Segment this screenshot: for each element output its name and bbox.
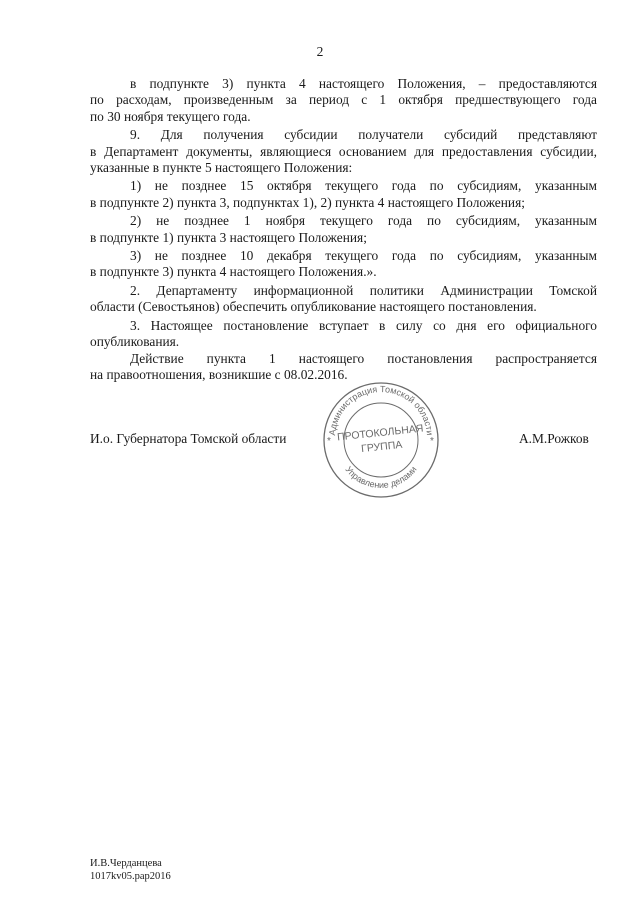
footer-info [90,858,171,883]
text-line: 2) не позднее 1 ноября текущего года по субсидиям, указанным [130,213,597,229]
text-line: в Департамент документы, являющиеся основанием для предоставления субсидии, [90,143,597,159]
signatory-position: И.о. Губернатора Томской области [90,431,287,446]
text-line: 1) не позднее 15 октября текущего года по субсидиям, указанным [130,178,597,194]
text-line: по расходам, произведенным за период с 1 октября предшествующего года [90,92,597,108]
paragraph-subitem-1 [90,178,597,211]
text-line: указанные в пункте 5 настоящего Положения: [90,160,353,176]
stamp-outer-text-top: Администрация Томской области [327,383,435,436]
paragraph-subitem-2 [90,213,597,246]
page-number: 2 [316,44,324,59]
text-line: в подпункте 1) пункта 3 настоящего Положения; [90,229,367,245]
stamp-star-icon: * [327,436,331,447]
paragraph-continuation [90,76,597,125]
text-line: 2. Департаменту информационной политики Администрации Томской [130,282,597,298]
file-code: 1017kv05.pap2016 [90,870,171,882]
paragraph-subitem-3 [90,248,597,281]
text-line: опубликования. [90,334,180,350]
text-line: 9. Для получения субсидии получатели субсидий представляют [130,127,597,143]
stamp-inner-line1: ПРОТОКОЛЬНАЯ [336,422,424,444]
paragraph-item-3 [90,318,597,351]
text-line: Действие пункта 1 настоящего постановления распространяется [130,350,597,366]
text-line: в подпункте 3) пункта 4 настоящего Положения, – предоставляются [130,76,597,91]
text-line: на правоотношения, возникшие с 08.02.2016. [90,366,348,382]
text-line: 3) не позднее 10 декабря текущего года по субсидиям, указанным [130,248,597,264]
text-line: в подпункте 3) пункта 4 настоящего Положения.». [90,264,377,280]
text-line: области (Севостьянов) обеспечить опубликование настоящего постановления. [90,299,537,315]
paragraph-item-2 [90,283,597,316]
stamp-star-icon: * [430,436,434,447]
text-line: в подпункте 2) пункта 3, подпунктах 1), 2) пункта 4 настоящего Положения; [90,194,525,210]
stamp-outer-text-bottom: Управление делами [343,464,419,491]
stamp-inner-line2: ГРУППА [360,438,403,456]
official-stamp [317,378,445,498]
text-line: 3. Настоящее постановление вступает в силу со дня его официального [130,317,597,333]
document-body [90,76,597,383]
text-line: по 30 ноября текущего года. [90,108,251,124]
paragraph-item-9 [90,127,597,176]
signatory-name: А.М.Рожков [519,431,589,446]
executor-name: И.В.Черданцева [90,858,162,869]
